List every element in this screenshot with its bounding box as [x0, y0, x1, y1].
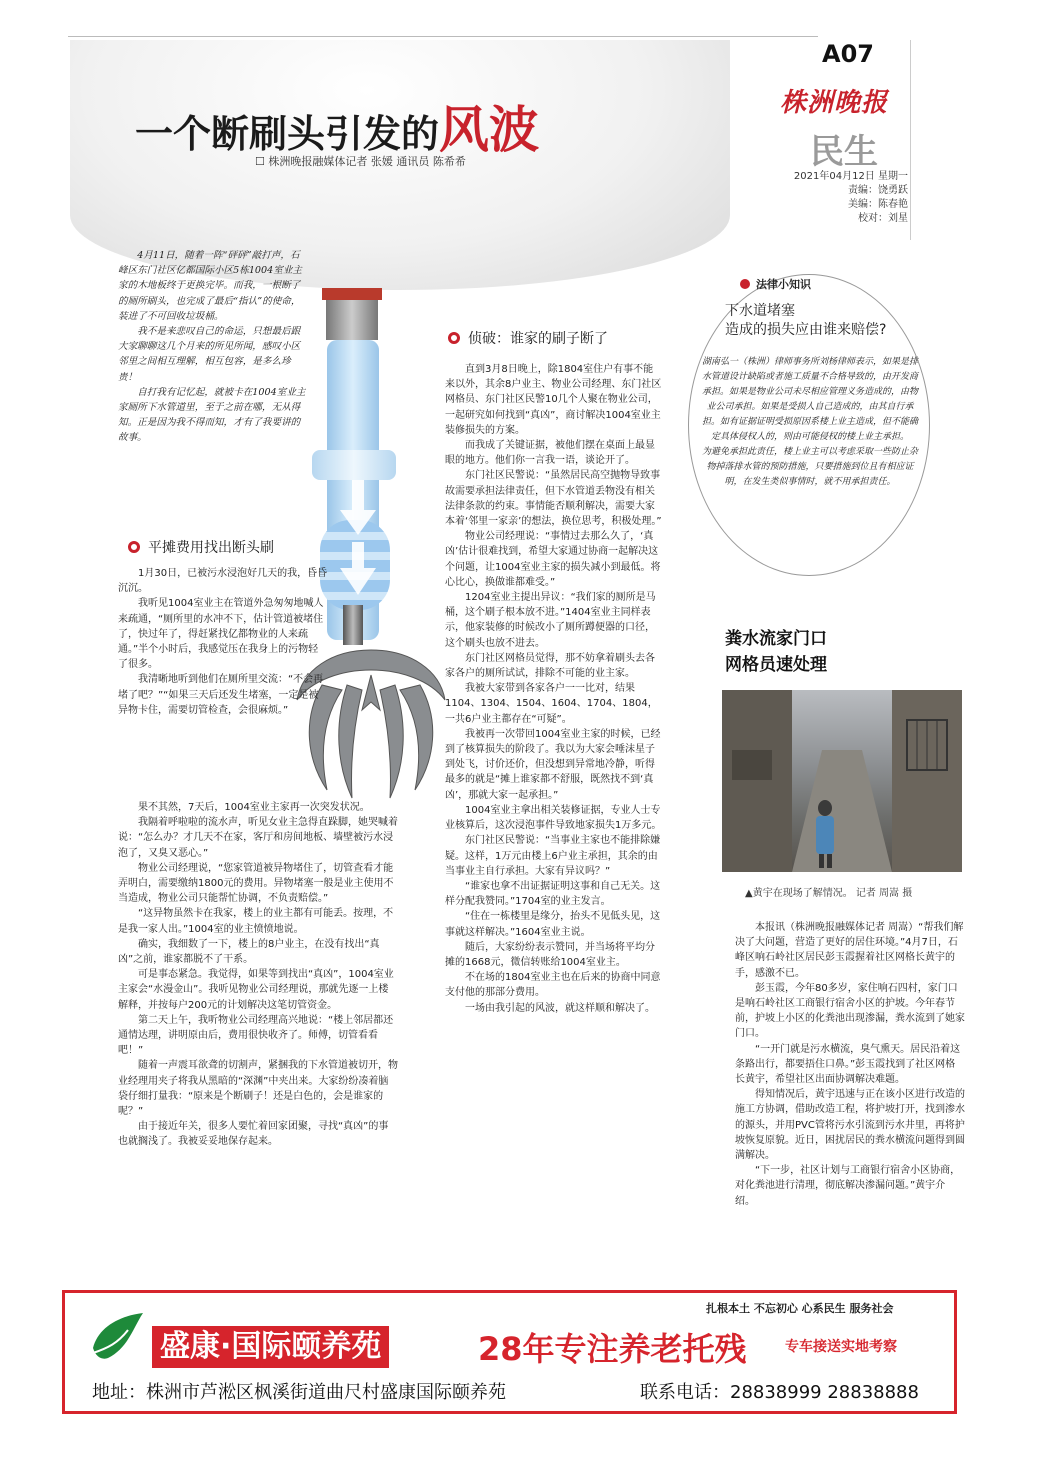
- body-paragraph: 我被再一次带回1004室业主家的时候，已经到了核算损失的阶段了。我以为大家会唾沫星子到处飞，讨价还价，但没想到异常地冷静，听得最多的就是“摊上谁家都不舒服，既然找不到‘真凶’，那就大家一起承担。”: [445, 728, 661, 801]
- issue-date: 2021年04月12日 星期一: [793, 171, 908, 182]
- body-paragraph: 第二天上午，我听物业公司经理高兴地说：“楼上邻居都还通情达理，讲明原由后，费用很快收齐了。师傅，切管看看吧！”: [118, 1014, 394, 1057]
- alley-photo: [722, 690, 962, 872]
- body-paragraph: 随着一声震耳欲聋的切割声，紧捆我的下水管道被切开，物业经理用夹子将我从黑暗的“深渊”中夹出来。大家纷纷凑着脑袋仔细打量我：“原来是个断刷子！还是白色的，会是谁家的呢？”: [118, 1060, 398, 1118]
- body-paragraph: 而我成了关键证据，被他们摆在桌面上最显眼的地方。他们你一言我一语，谈论开了。: [445, 440, 655, 467]
- pipe-fitting: [326, 300, 378, 340]
- intro-paragraph: 4月11日，随着一阵“砰砰”敲打声，石峰区东门社区亿都国际小区5栋1004室业主家的木地板终于更换完毕。而我，一根断了的厕所刷头，也完成了最后“指认”的使命，装进了不可回收垃圾桶。: [118, 250, 303, 322]
- top-rule: [68, 36, 818, 37]
- body-paragraph: 1月30日，已被污水浸泡好几天的我，昏昏沉沉。: [118, 568, 328, 595]
- body-paragraph: “一开门就是污水横流，臭气熏天。居民沿着这条路出行，都要捂住口鼻。”彭玉霞找到了社区网格长黄宇，希望社区出面协调解决难题。: [735, 1043, 961, 1086]
- body-paragraph: 本报讯（株洲晚报融媒体记者 周嵩）“帮我们解决了大问题，营造了更好的居住环境。”4月7日，石峰区响石岭社区居民彭玉霞握着社区网格长黄宇的手，感激不已。: [735, 922, 964, 979]
- body-paragraph: 我隔着呼啦啦的流水声，听见女业主急得直跺脚，她哭喊着说：“怎么办？才几天不在家，客厅和房间地板、墙壁被污水浸泡了，又臭又恶心。”: [118, 817, 398, 859]
- body-paragraph: 物业公司经理说，“您家管道被异物堵住了，切管查看才能弄明白，需要缴纳1800元的费用。异物堵塞一般是业主使用不当造成，物业公司只能帮忙协调，不负责赔偿。”: [118, 862, 394, 905]
- editor-credit: 责编：饶勇跃: [848, 185, 908, 196]
- ad-slogan: 扎根本土 不忘初心 心系民生 服务社会: [706, 1302, 894, 1315]
- page-number: A07: [822, 40, 874, 68]
- ad-brand-name: 盛康·国际颐养苑: [152, 1326, 389, 1368]
- body-paragraph: 东门社区民警说：“当事业主家也不能排除嫌疑。这样，1万元由楼上6户业主承担，其余的由当事业主自行承担。大家有异议吗？”: [445, 835, 661, 877]
- headline-main: 一个断刷头引发的: [135, 112, 440, 156]
- pipe-gasket: [322, 288, 382, 300]
- body-paragraph: 我听见1004室业主在管道外急匆匆地喊人来疏通，“厕所里的水冲不下，估计管道被堵住了，快过年了，得赶紧找亿都物业的人来疏通。”半个小时后，我感觉压在我身上的污物轻了很多。: [118, 598, 324, 671]
- body-paragraph: 可是事态紧急。我觉得，如果等到找出“真凶”，1004室业主家会“水漫金山”。我听见物业公司经理说，那就先逐一上楼解释，并按每户200元的计划解决这笔切管资金。: [118, 969, 394, 1011]
- section-title: 民生: [810, 132, 878, 172]
- body-paragraph: “住在一栋楼里是缘分，抬头不见低头见，这事就这样解决。”1604室业主说。: [445, 911, 661, 938]
- body-paragraph: “谁家也拿不出证据证明这事和自己无关。这样分配我赞同。”1704室的业主发言。: [445, 880, 661, 908]
- byline: ☐ 株洲晚报融媒体记者 张媛 通讯员 陈希希: [255, 155, 466, 168]
- ad-phone: 联系电话：28838999 28838888: [640, 1382, 919, 1403]
- body-paragraph: 东门社区民警说：“虽然居民高空抛物导致事故需要承担法律责任，但下水管道丢物没有相关法律条款的约束。事情能否顺利解决，需要大家本着‘邻里一家亲’的想法，换位思考，积极处理。”: [445, 470, 662, 528]
- brush-stem: [343, 605, 363, 645]
- subhead-investigation: 侦破：谁家的刷子断了: [448, 328, 608, 348]
- law-paragraph: 为避免承担此责任，楼上业主可以考虑采取一些防止杂物掉落排水管的预防措施，只要措施到位且有相应证明，在发生类似事情时，就不用承担责任。: [701, 447, 918, 487]
- law-answer: [700, 355, 920, 490]
- ad-address: 地址：株洲市芦淞区枫溪街道曲尺村盛康国际颐养苑: [92, 1382, 506, 1403]
- body-paragraph: “这异物虽然卡在我家，楼上的业主都有可能丢。按理，不是我一家人出。”1004室的业主愤愤地说。: [118, 908, 394, 935]
- ad-leaf-logo-icon: [88, 1308, 148, 1368]
- down-arrow-icon: [338, 480, 378, 600]
- article-column-1: [118, 566, 328, 718]
- body-paragraph: 东门社区网格员觉得，那不妨拿着刷头去各家各户的厕所试试，排除不可能的业主家。: [445, 652, 655, 680]
- story-body: [735, 920, 965, 1209]
- bullet-circle-icon: [128, 541, 140, 553]
- article-intro: [118, 248, 308, 446]
- headline: [135, 90, 539, 162]
- body-paragraph: 我清晰地听到他们在厕所里交流：“不会再堵了吧？”“如果三天后还发生堵塞，一定是被异物卡住，需要切管检查，会很麻烦。”: [118, 674, 324, 716]
- body-paragraph: 得知情况后，黄宇迅速与正在该小区进行改造的施工方协调，借助改造工程，将护坡打开，找到渗水的源头，并用PVC管将污水引流到污水井里，再将护坡恢复原貌。近日，困扰居民的粪水横流问题得到圆满解决。: [735, 1089, 965, 1162]
- article-column-2: [445, 362, 663, 1016]
- body-paragraph: 彭玉霞，今年80多岁，家住响石四村，家门口是响石岭社区工商银行宿舍小区的护坡。今年春节前，护坡上小区的化粪池出现渗漏，粪水流到了她家门口。: [735, 982, 965, 1040]
- ad-tagline: 28年专注养老托残: [478, 1330, 747, 1368]
- ad-shuttle: 专车接送实地考察: [785, 1339, 897, 1355]
- body-paragraph: 果不其然，7天后，1004室业主家再一次突发状况。: [138, 802, 370, 813]
- body-paragraph: 由于接近年关，很多人要忙着回家团聚，寻找“真凶”的事也就搁浅了。我被妥妥地保存起来。: [118, 1121, 389, 1148]
- headline-emphasis: 风波: [439, 100, 540, 159]
- header-rule: [910, 40, 911, 240]
- law-tag: 法律小知识: [740, 276, 811, 292]
- body-paragraph: 直到3月8日晚上，除1804室住户有事不能来以外，其余8户业主、物业公司经理、东门社区网格员、东门社区民警10几个人聚在物业公司，一起研究如何找到“真凶”，商讨解决1004室业主装修损失的方案。: [445, 364, 662, 436]
- issue-meta: [790, 170, 908, 226]
- body-paragraph: 随后，大家纷纷表示赞同，并当场将平均分摊的1668元，微信转账给1004室业主。: [445, 941, 655, 968]
- story-headline: 粪水流家门口 网格员速处理: [725, 629, 827, 675]
- bullet-circle-icon: [448, 332, 460, 344]
- body-paragraph: 物业公司经理说：“事情过去那么久了，‘真凶’估计很难找到，希望大家通过协商一起解决这个问题，让1004室业主家的损失减小到最低。将心比心，换做谁都难受。”: [445, 531, 661, 588]
- article-column-1-lower: [118, 800, 398, 1150]
- tube-ring: [312, 450, 396, 480]
- intro-paragraph: 自打我有记忆起，就被卡在1004室业主家厕所下水管道里，至于之前在哪，无从得知。正是因为我不得而知，才有了我要讲的故事。: [118, 386, 306, 444]
- body-paragraph: 不在场的1804室业主也在后来的协商中同意支付他的那部分费用。: [445, 972, 661, 999]
- body-paragraph: 确实，我细数了一下，楼上的8户业主，在没有找出“真凶”之前，谁家都脱不了干系。: [118, 938, 380, 966]
- tag-dot-icon: [740, 279, 750, 289]
- body-paragraph: 1204室业主提出异议：“我们家的厕所是马桶，这个刷子根本放不进。”1404室业主同样表示，他家装修的时候改小了厕所蹲便器的口径，这个刷头也放不进去。: [445, 592, 656, 649]
- body-paragraph: 我被大家带到各家各户一一比对，结果1104、1304、1504、1604、1704、1804，一共6户业主都存在“可疑”。: [445, 683, 658, 725]
- photo-caption: ▲黄宇在现场了解情况。 记者 周嵩 摄: [745, 888, 913, 899]
- proofreader-credit: 校对：刘星: [858, 213, 908, 224]
- subhead-cost-sharing: 平摊费用找出断头刷: [128, 537, 274, 557]
- body-paragraph: 1004室业主拿出相关装修证据，专业人士专业核算后，这次浸泡事件导致地家损失1万多元。: [445, 804, 662, 832]
- body-paragraph: “下一步，社区计划与工商银行宿舍小区协商，对化粪池进行清理，彻底解决渗漏问题。”黄宇介绍。: [735, 1165, 961, 1207]
- alley-scene-image: [722, 690, 962, 872]
- intro-paragraph: 我不是来悲叹自己的命运，只想最后跟大家聊聊这几个月来的所见所闻，感叹小区邻里之间相互理解，相互包容，是多么珍贵！: [118, 326, 301, 383]
- paper-logo: 株洲晚报: [780, 88, 889, 118]
- law-question: 下水道堵塞 造成的损失应由谁来赔偿?: [725, 303, 887, 338]
- law-paragraph: 湖南弘一（株洲）律师事务所刘杨律师表示，如果是排水管道设计缺陷或者施工质量不合格导致的，由开发商承担。如果是物业公司未尽相应管理义务造成的，由物业公司承担。如果是受损人自己造成的，由其自行承担。如有证据证明受损原因系楼上业主造成，但不能确定具体侵权人的，则由可能侵权的楼上业主承担。: [701, 357, 918, 442]
- body-paragraph: 一场由我引起的风波，就这样顺和解决了。: [465, 1002, 655, 1014]
- designer-credit: 美编：陈春艳: [848, 199, 908, 210]
